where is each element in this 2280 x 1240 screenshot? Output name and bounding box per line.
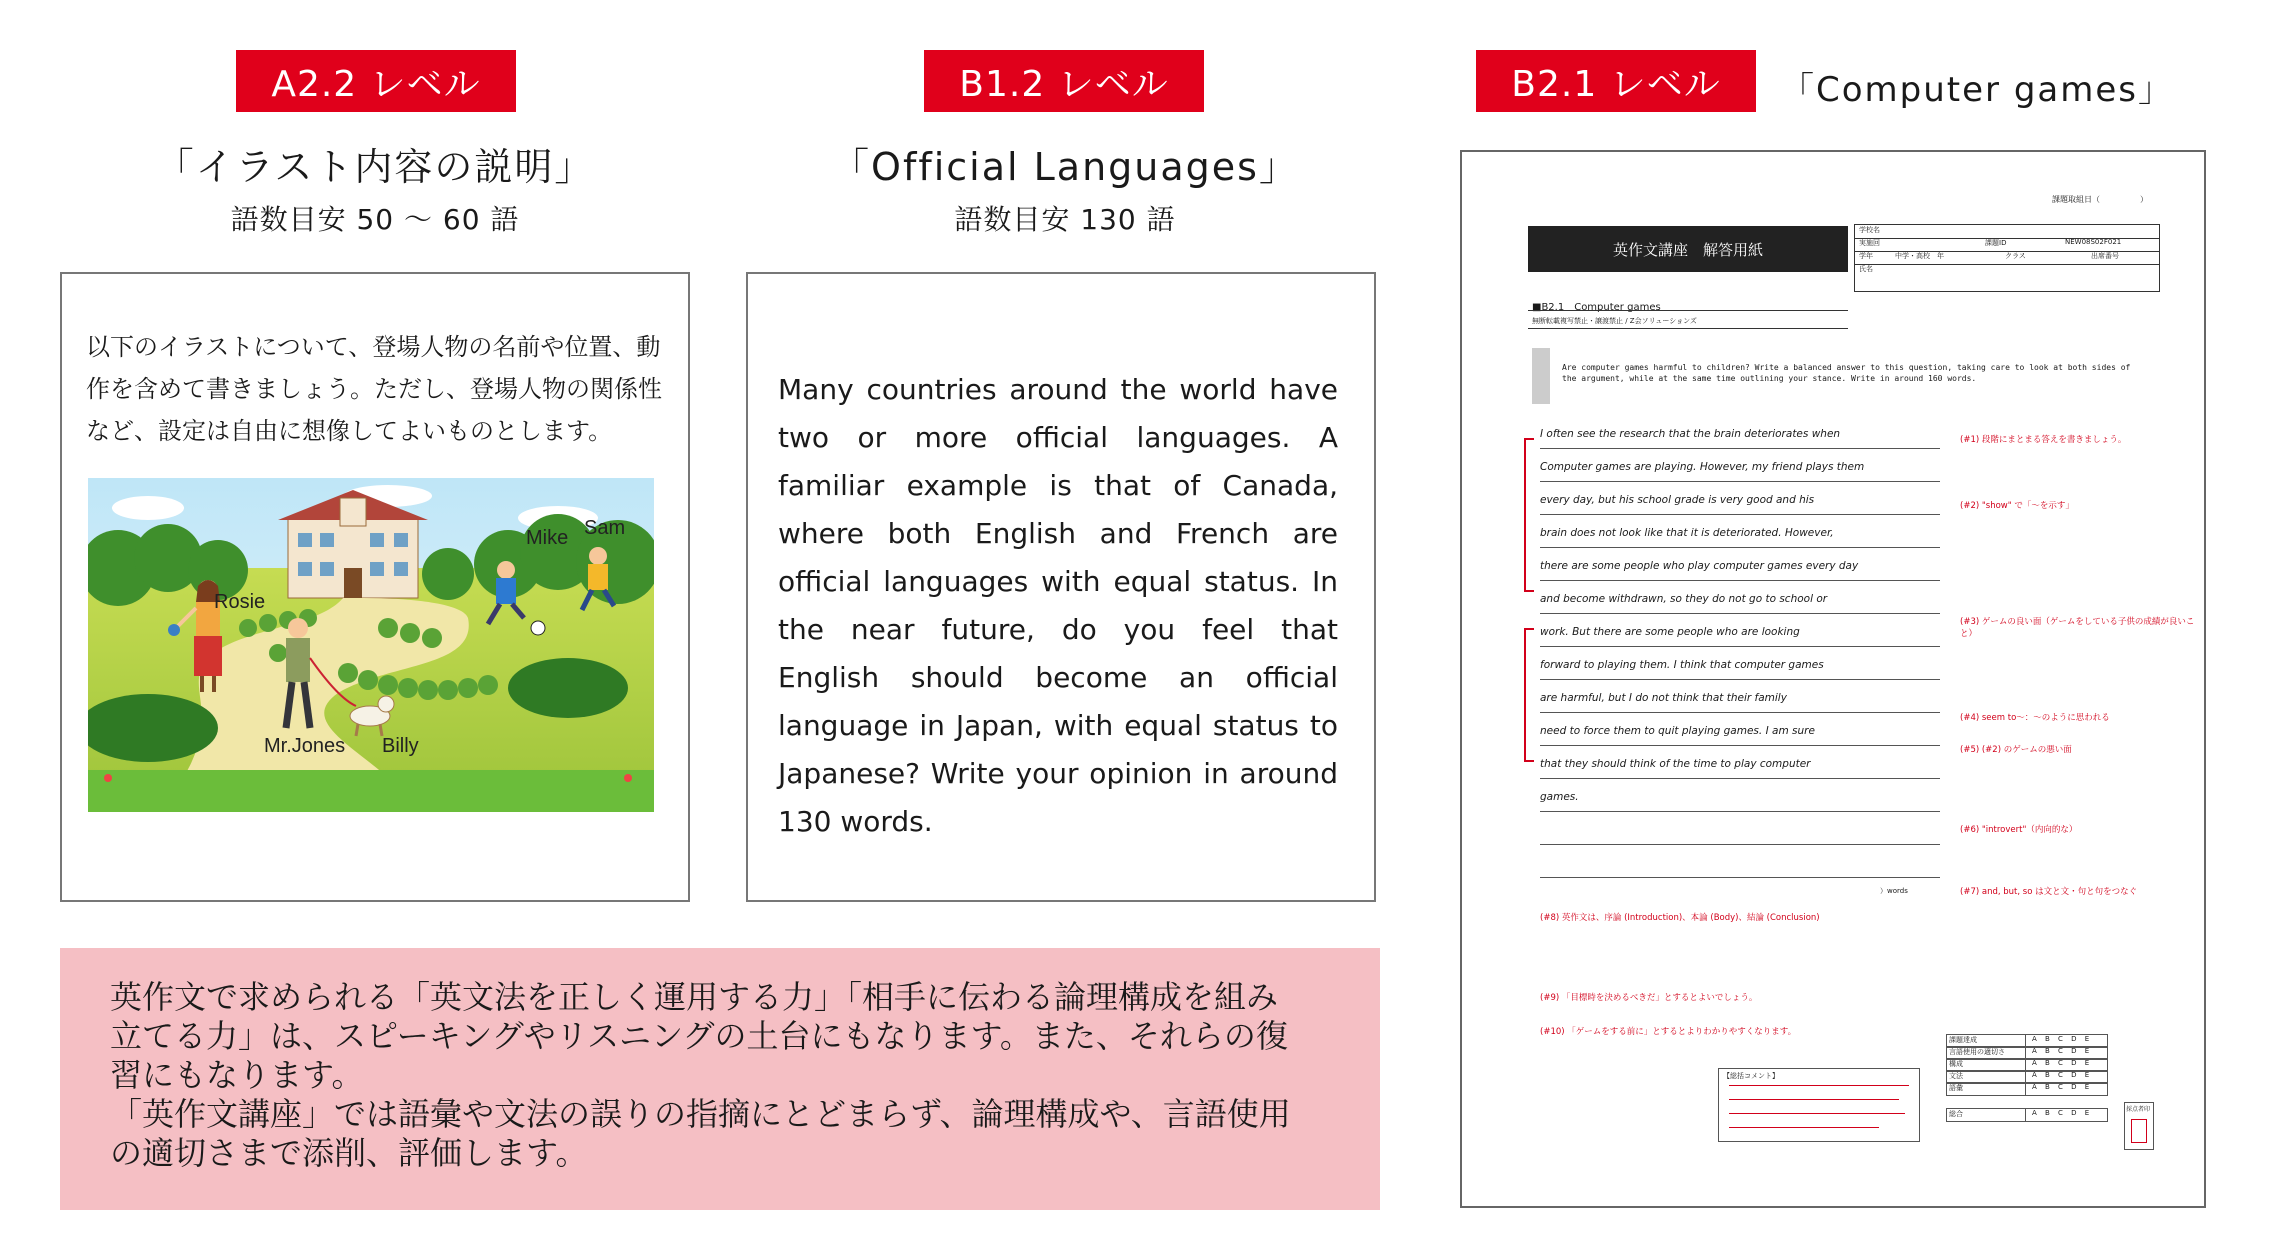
answer-line: are harmful, but I do not think that their family bbox=[1540, 692, 1940, 713]
field-label: 氏名 bbox=[1859, 265, 1873, 273]
answer-line: that they should think of the time to play computer bbox=[1540, 758, 1940, 779]
grader-stamp-icon bbox=[2131, 1119, 2147, 1143]
score-grades: A B C D E bbox=[2032, 1035, 2093, 1043]
card-a22 bbox=[60, 272, 690, 902]
title-b12: 「Official Languages」 bbox=[831, 145, 1299, 189]
correction-note: (#8) 英作文は、序論 (Introduction)、本論 (Body)、結論 (Conclusion) bbox=[1540, 913, 1820, 923]
summary-line: 立てる力」は、スピーキングやリスニングの土台にもなります。また、それらの復 bbox=[110, 1017, 1288, 1055]
level-badge-b21: B2.1 レベル bbox=[1476, 50, 1756, 112]
answer-line: games. bbox=[1540, 791, 1940, 812]
correction-note: (#4) seem to〜：〜のように思われる bbox=[1960, 713, 2110, 723]
correction-bracket bbox=[1524, 628, 1534, 762]
field-label: 学年 bbox=[1859, 252, 1873, 260]
comment-box bbox=[1718, 1068, 1920, 1142]
instructions: Are computer games harmful to children? Write a balanced answer to this question, taking care to look at both sides of the argument, while at the same time outlining your stance. Write in around 160 words. bbox=[1562, 363, 2131, 383]
field-label: クラス bbox=[2005, 252, 2026, 260]
correction-notes-right bbox=[1960, 434, 2196, 946]
summary-line: 「英作文講座」では語彙や文法の誤りの指摘にとどまらず、論理構成や、言語使用 bbox=[110, 1095, 1291, 1133]
field-value: 中学・高校 年 bbox=[1895, 252, 1944, 260]
student-info-grid bbox=[1854, 224, 2160, 292]
comment-label: 【総括コメント】 bbox=[1723, 1072, 1779, 1080]
label-rosie: Rosie bbox=[214, 591, 266, 613]
label-mrjones: Mr.Jones bbox=[264, 735, 346, 757]
grader-stamp-box bbox=[2124, 1102, 2154, 1150]
correction-note: (#5) (#2) のゲームの悪い面 bbox=[1960, 745, 2072, 755]
score-label: 言語使用の適切さ bbox=[1947, 1047, 2026, 1059]
correction-note: (#6) "introvert"（内向的な） bbox=[1960, 825, 2078, 835]
score-grades: A B C D E bbox=[2032, 1047, 2093, 1055]
score-row bbox=[1946, 1108, 2108, 1122]
title-a22: 「イラスト内容の説明」 bbox=[155, 145, 595, 189]
correction-note: (#9) 「目標時を決めるべきだ」とするとよいでしょう。 bbox=[1540, 993, 1758, 1003]
card-a22-prompt: 以下のイラストについて、登場人物の名前や位置、動作を含めて書きましょう。ただし、登場人物の関係性など、設定は自由に想像してよいものとします。 bbox=[86, 333, 662, 445]
level-badge-b12: B1.2 レベル bbox=[924, 50, 1204, 112]
score-grades: A B C D E bbox=[2032, 1109, 2093, 1117]
word-target-a22: 語数目安 50 ～ 60 語 bbox=[230, 203, 520, 236]
score-grades: A B C D E bbox=[2032, 1071, 2093, 1079]
correction-notes-bottom bbox=[1540, 912, 1950, 1046]
card-b12 bbox=[746, 272, 1376, 902]
score-label: 課題達成 bbox=[1947, 1035, 2026, 1047]
score-label: 総合 bbox=[1947, 1109, 2026, 1121]
copyright: 無断転載複写禁止・譲渡禁止 / Z会ソリューションズ bbox=[1532, 317, 1697, 325]
answer-line: every day, but his school grade is very good and his bbox=[1540, 494, 1940, 515]
correction-note: (#7) and, but, so は文と文・句と句をつなぐ bbox=[1960, 887, 2138, 897]
field-label: 課題ID bbox=[1985, 239, 2007, 247]
summary-line: の適切さまで添削、評価します。 bbox=[110, 1134, 588, 1172]
word-target-b12: 語数目安 130 語 bbox=[954, 203, 1176, 236]
sheet-header bbox=[1528, 226, 1848, 272]
answer-line: need to force them to quit playing games. I am sure bbox=[1540, 725, 1940, 746]
answer-sheet bbox=[1460, 150, 2206, 1208]
title-b21: 「Computer games」 bbox=[1780, 70, 2174, 110]
answer-line: I often see the research that the brain deteriorates when bbox=[1540, 428, 1940, 449]
words-label: ）words bbox=[1880, 887, 1908, 895]
score-grades: A B C D E bbox=[2032, 1083, 2093, 1091]
answer-line: there are some people who play computer games every day bbox=[1540, 560, 1940, 581]
answer-line: forward to playing them. I think that computer games bbox=[1540, 659, 1940, 680]
score-grades: A B C D E bbox=[2032, 1059, 2093, 1067]
field-label: 出席番号 bbox=[2091, 252, 2119, 260]
field-label: 実施回 bbox=[1859, 239, 1880, 247]
correction-note: (#2) "show" で「〜を示す」 bbox=[1960, 501, 2074, 511]
score-row bbox=[1946, 1082, 2108, 1096]
summary-text bbox=[110, 978, 1340, 1173]
summary-line: 習にもなります。 bbox=[110, 1056, 364, 1094]
score-label: 文法 bbox=[1947, 1071, 2026, 1083]
label-billy: Billy bbox=[382, 735, 419, 757]
answer-line: and become withdrawn, so they do not go to school or bbox=[1540, 593, 1940, 614]
submit-date-label: 課題取組日（ ） bbox=[2052, 195, 2148, 204]
level-badge-a22: A2.2 レベル bbox=[236, 50, 516, 112]
summary-line: 英作文で求められる「英文法を正しく運用する力」「相手に伝わる論理構成を組み bbox=[110, 978, 1279, 1016]
task-id-value: NEW08S02F021 bbox=[2065, 238, 2122, 246]
label-mike: Mike bbox=[526, 527, 569, 549]
summary-box bbox=[60, 948, 1380, 1210]
card-b12-prompt: Many countries around the world have two or more official languages. A familiar example is that of Canada, where both English and French are official languages with equal status. In the near future, do you feel that English should become an official language in Japan, with equal status to Japanese? Write your opinion in around 130 words. bbox=[778, 373, 1338, 838]
task-id: ■B2.1 Computer games bbox=[1532, 302, 1661, 313]
grader-label: 採点者印 bbox=[2126, 1106, 2151, 1113]
correction-note: (#10) 「ゲームをする前に」とするとよりわかりやすくなります。 bbox=[1540, 1027, 1797, 1037]
answer-line: brain does not look like that it is deteriorated. However, bbox=[1540, 527, 1940, 548]
label-sam: Sam bbox=[584, 517, 626, 539]
correction-bracket bbox=[1524, 438, 1534, 592]
score-label: 語彙 bbox=[1947, 1083, 2026, 1095]
sheet-header-title: 英作文講座 解答用紙 bbox=[1612, 240, 1763, 259]
illustration bbox=[88, 478, 654, 812]
answer-line: Computer games are playing. However, my friend plays them bbox=[1540, 461, 1940, 482]
field-label: 学校名 bbox=[1859, 226, 1880, 234]
score-label: 構成 bbox=[1947, 1059, 2026, 1071]
correction-note: (#3) ゲームの良い面（ゲームをしている子供の成績が良いこと） bbox=[1960, 617, 2195, 639]
correction-note: (#1) 段階にまとまる答えを書きましょう。 bbox=[1960, 435, 2127, 445]
answer-line: work. But there are some people who are looking bbox=[1540, 626, 1940, 647]
